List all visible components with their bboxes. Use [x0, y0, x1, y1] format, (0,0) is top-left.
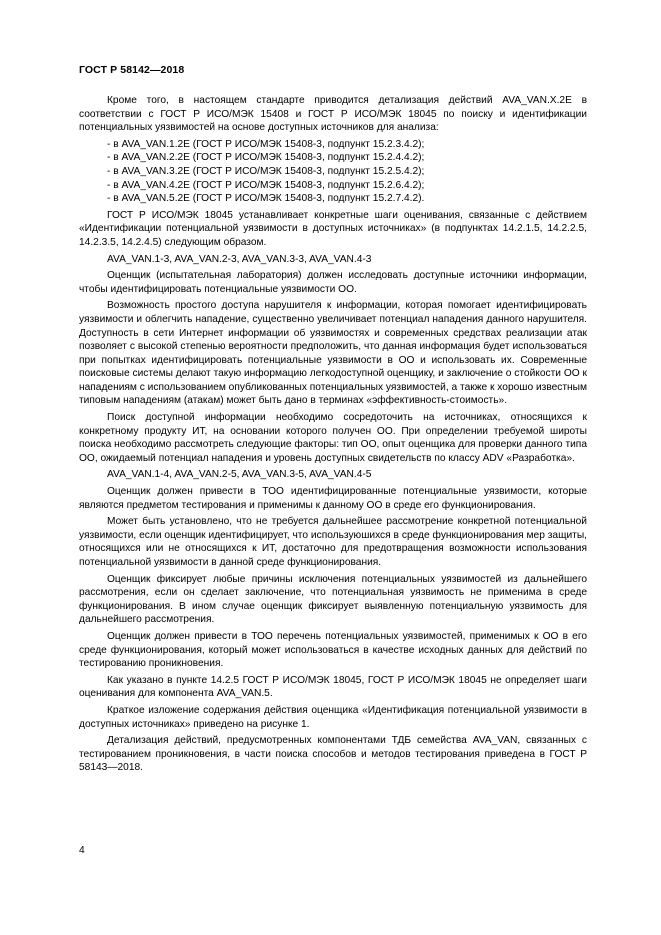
page-number: 4 — [79, 845, 85, 856]
bullet-list — [79, 138, 587, 206]
document-header: ГОСТ Р 58142—2018 — [79, 64, 185, 76]
paragraph: Возможность простого доступа нарушителя к информации, которая помогает идентифицировать уязвимости и облегчить нападение, существенно увеличивает потенциал нападения данного нарушителя. Доступность в сети Интернет информации об уязвимостях и современных средствах реализации атак позволяет с высокой степенью вероятности предположить, что данная информация будет использоваться при попытках идентифицировать потенциальные уязвимости в ОО и использовать их. Современные поисковые системы делают такую информацию легкодоступной оценщику, и заключение о стойкости ОО к нападениям с использованием опубликованных потенциальных уязвимостей, а также к хорошо известным типовым нападениям (атакам) может быть дано в терминах «эффективность-стоимость». — [79, 300, 587, 407]
paragraph: Оценщик должен привести в ТОО идентифицированные потенциальные уязвимости, которые являются предметом тестирования и применимы к данному ОО в среде его функционирования. — [79, 486, 587, 511]
paragraph: Краткое изложение содержания действия оценщика «Идентификация потенциальной уязвимости в доступных источниках» приведено на рисунке 1. — [79, 704, 587, 730]
paragraph: Оценщик должен привести в ТОО перечень потенциальных уязвимостей, применимых к ОО в его среде функционирования, который может использоваться в качестве исходных данных для действий по тестированию проникновения. — [79, 630, 587, 670]
paragraph: Может быть установлено, что не требуется дальнейшее рассмотрение конкретной потенциальной уязвимости, если оценщик идентифицирует, что используюшихся в среде функционирования мер защиты, относящихся или не относящихся к ИТ, достаточно для предотвращения возможности использования потенциальной уязвимости в данной среде функционирования. — [79, 516, 587, 568]
list-item: - в AVA_VAN.4.2E (ГОСТ Р ИСО/МЭК 15408-3, подпункт 15.2.6.4.2); — [107, 179, 425, 191]
document-body — [79, 94, 587, 778]
paragraph: Поиск доступной информации необходимо сосредоточить на источниках, относящихся к конкретному продукту ИТ, на основании которого получен ОО. При определении требуемой широты поиска необходимо рассмотреть следующие факторы: тип ОО, опыт оценщика для проверки данного типа ОО, ожидаемый потенциал нападения и уровень доступных свидетельств по классу ADV «Разработка». — [79, 412, 587, 464]
paragraph: Оценщик (испытательная лаборатория) должен исследовать доступные источники информации, чтобы идентифицировать потенциальные уязвимости ОО. — [79, 270, 587, 295]
paragraph: Оценщик фиксирует любые причины исключения потенциальных уязвимостей из дальнейшего рассмотрения, если он сделает заключение, что потенциальная уязвимость не применима в среде функционирования. В ином случае оценщик фиксирует выявленную потенциальную уязвимость для дальнейшего рассмотрения. — [79, 573, 587, 626]
paragraph: Детализация действий, предусмотренных компонентами ТДБ семейства AVA_VAN, связанных с тестированием проникновения, в части поиска способов и методов тестирования приведена в ГОСТ Р 58143—2018. — [79, 735, 587, 774]
list-item: - в AVA_VAN.3.2E (ГОСТ Р ИСО/МЭК 15408-3, подпункт 15.2.5.4.2); — [107, 165, 425, 177]
paragraph: ГОСТ Р ИСО/МЭК 18045 устанавливает конкретные шаги оценивания, связанные с действием «Идентификации потенциальной уязвимости в доступных источниках» (в подпунктах 14.2.1.5, 14.2.2.5, 14.2.3.5, 14.2.4.5) следующим образом. — [79, 209, 587, 248]
paragraph: Как указано в пункте 14.2.5 ГОСТ Р ИСО/МЭК 18045, ГОСТ Р ИСО/МЭК 18045 не определяет шаги оценивания для компонента AVA_VAN.5. — [79, 674, 587, 700]
list-item: - в AVA_VAN.1.2E (ГОСТ Р ИСО/МЭК 15408-3, подпункт 15.2.3.4.2); — [107, 138, 425, 150]
component-reference: AVA_VAN.1-4, AVA_VAN.2-5, AVA_VAN.3-5, AVA_VAN.4-5 — [107, 469, 372, 481]
list-item: - в AVA_VAN.2.2E (ГОСТ Р ИСО/МЭК 15408-3, подпункт 15.2.4.4.2); — [107, 152, 425, 164]
list-item: - в AVA_VAN.5.2E (ГОСТ Р ИСО/МЭК 15408-3, подпункт 15.2.7.4.2). — [107, 193, 425, 205]
component-reference: AVA_VAN.1-3, AVA_VAN.2-3, AVA_VAN.3-3, AVA_VAN.4-3 — [107, 253, 372, 265]
paragraph: Кроме того, в настоящем стандарте приводится детализация действий AVA_VAN.X.2E в соответствии с ГОСТ Р ИСО/МЭК 15408 и ГОСТ Р ИСО/МЭК 18045 по поиску и идентификации потенциальных уязвимостей на основе доступных источников для анализа: — [79, 95, 587, 134]
